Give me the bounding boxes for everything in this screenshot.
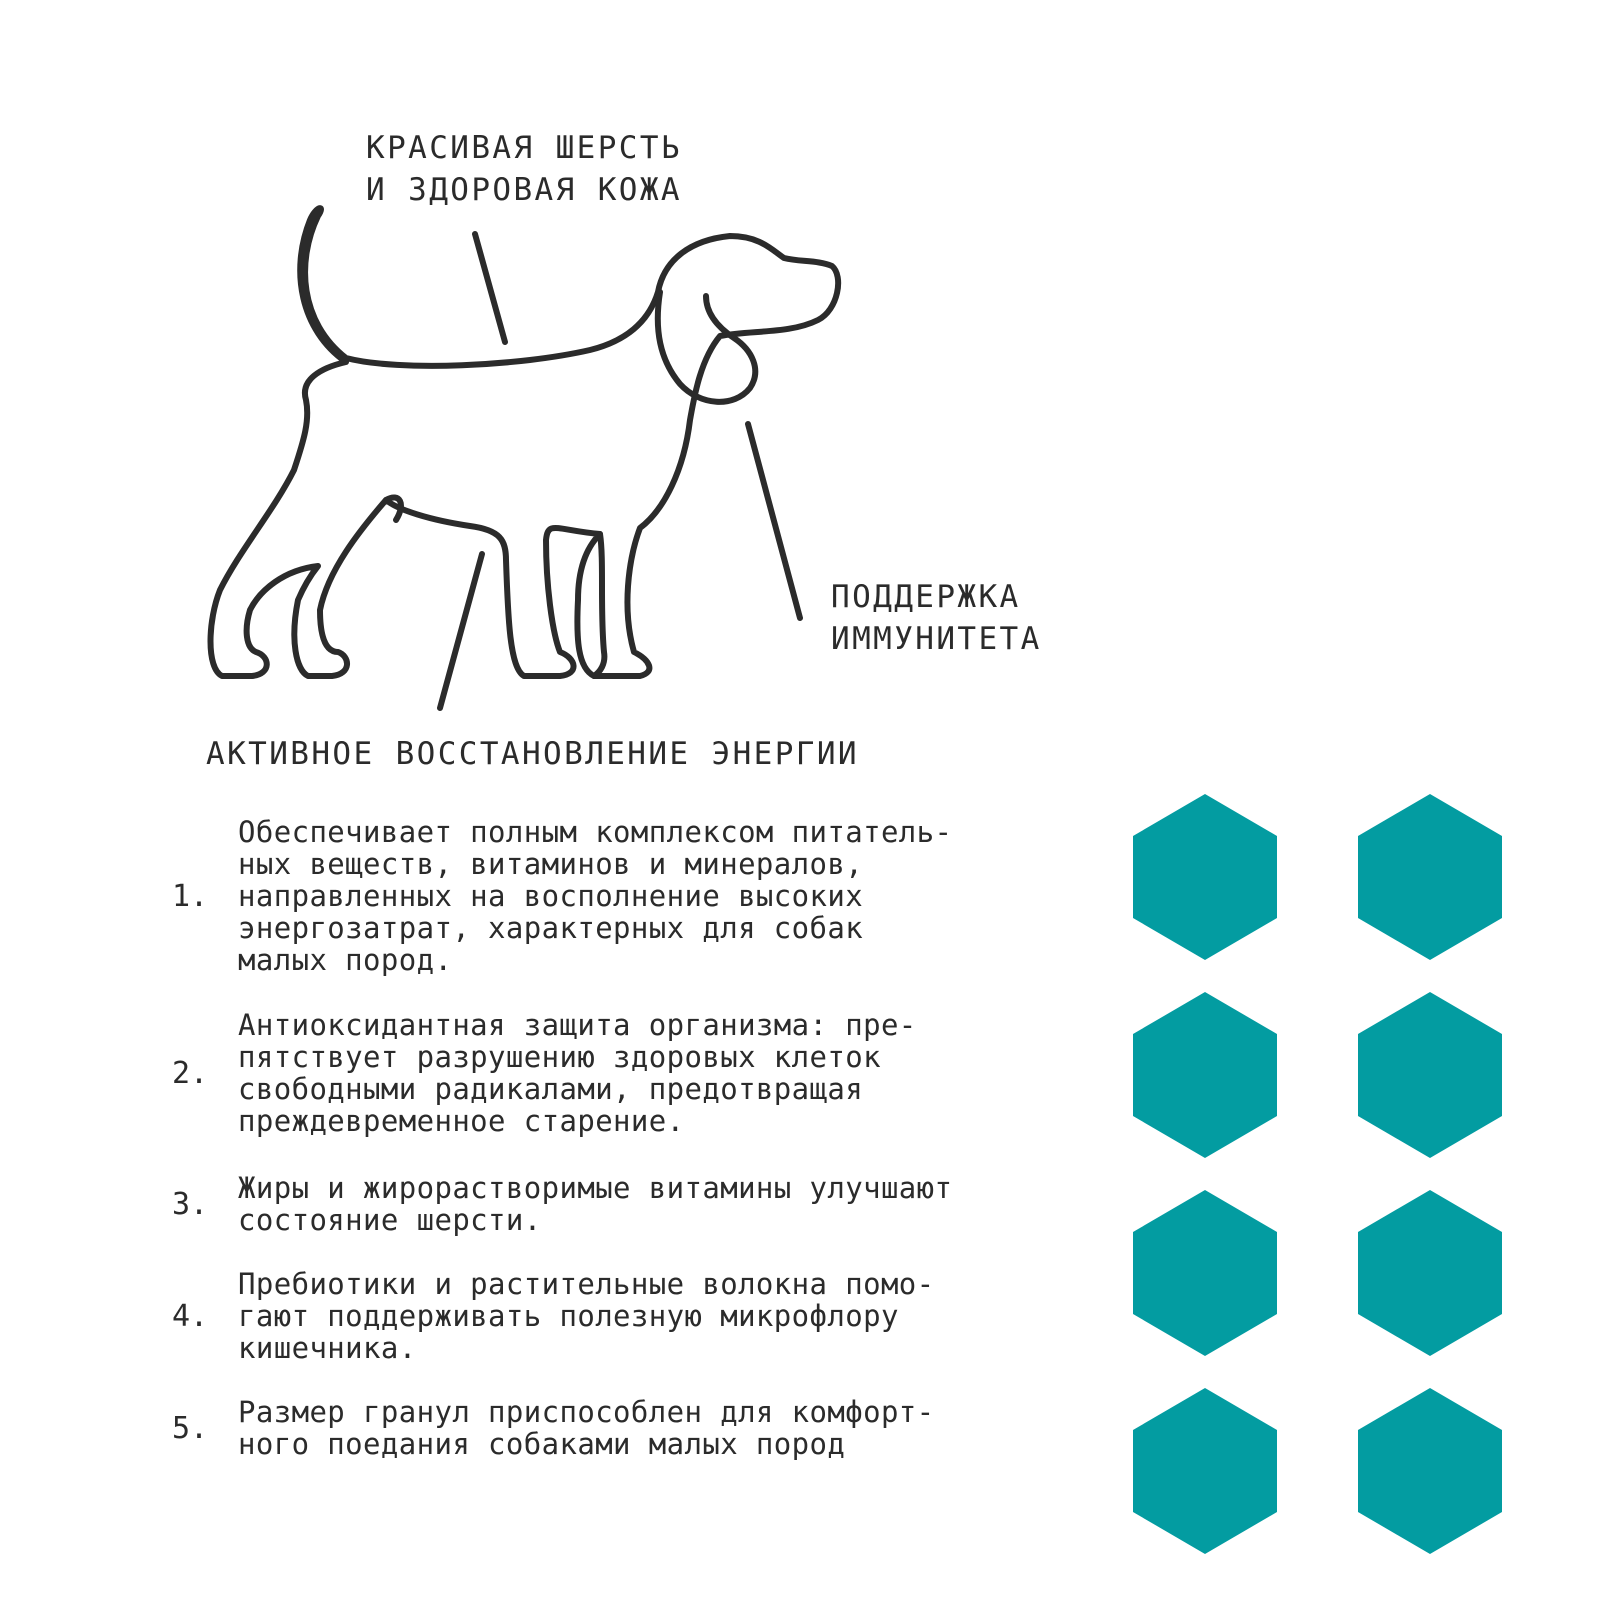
benefit-line: Антиоксидантная защита организма: пре- <box>238 1008 917 1042</box>
benefit-line: ных веществ, витаминов и минералов, <box>238 847 864 881</box>
label-coat-line-1: КРАСИВАЯ ШЕРСТЬ <box>366 130 682 166</box>
benefit-number: 2. <box>172 1055 209 1091</box>
benefit-line: Жиры и жирорастворимые витамины улучшают <box>238 1171 953 1205</box>
hexagon-icon <box>1358 794 1502 960</box>
benefit-number: 4. <box>172 1298 209 1334</box>
hexagon-icon <box>1133 1388 1277 1554</box>
hexagon-icon <box>1358 1190 1502 1356</box>
benefit-line: свободными радикалами, предотвращая <box>238 1072 864 1106</box>
benefit-line: Обеспечивает полным комплексом питатель- <box>238 815 953 849</box>
benefit-number: 3. <box>172 1186 209 1222</box>
benefit-line: Пребиотики и растительные волокна помо- <box>238 1267 935 1301</box>
benefit-line: гают поддерживать полезную микрофлору <box>238 1299 899 1333</box>
benefit-line: ного поедания собаками малых пород <box>238 1427 846 1461</box>
benefit-line: преждевременное старение. <box>238 1104 685 1138</box>
benefit-number: 1. <box>172 878 209 914</box>
label-immunity-line-2: ИММУНИТЕТА <box>831 621 1042 657</box>
label-coat-line-2: И ЗДОРОВАЯ КОЖА <box>366 172 682 208</box>
benefit-line: энергозатрат, характерных для собак <box>238 911 864 945</box>
hexagon-icon <box>1133 794 1277 960</box>
benefit-number: 5. <box>172 1410 209 1446</box>
hexagon-icon <box>1358 1388 1502 1554</box>
label-energy-line: АКТИВНОЕ ВОССТАНОВЛЕНИЕ ЭНЕРГИИ <box>206 736 859 772</box>
benefit-line: кишечника. <box>238 1331 417 1365</box>
benefit-line: малых пород. <box>238 943 453 977</box>
hexagon-icon <box>1133 992 1277 1158</box>
benefit-line: пятствует разрушению здоровых клеток <box>238 1040 881 1074</box>
hexagon-icon <box>1358 992 1502 1158</box>
benefit-line: состояние шерсти. <box>238 1203 542 1237</box>
benefit-line: Размер гранул приспособлен для комфорт- <box>238 1395 935 1429</box>
hexagon-icon <box>1133 1190 1277 1356</box>
benefit-line: направленных на восполнение высоких <box>238 879 864 913</box>
label-immunity-line-1: ПОДДЕРЖКА <box>831 579 1021 615</box>
